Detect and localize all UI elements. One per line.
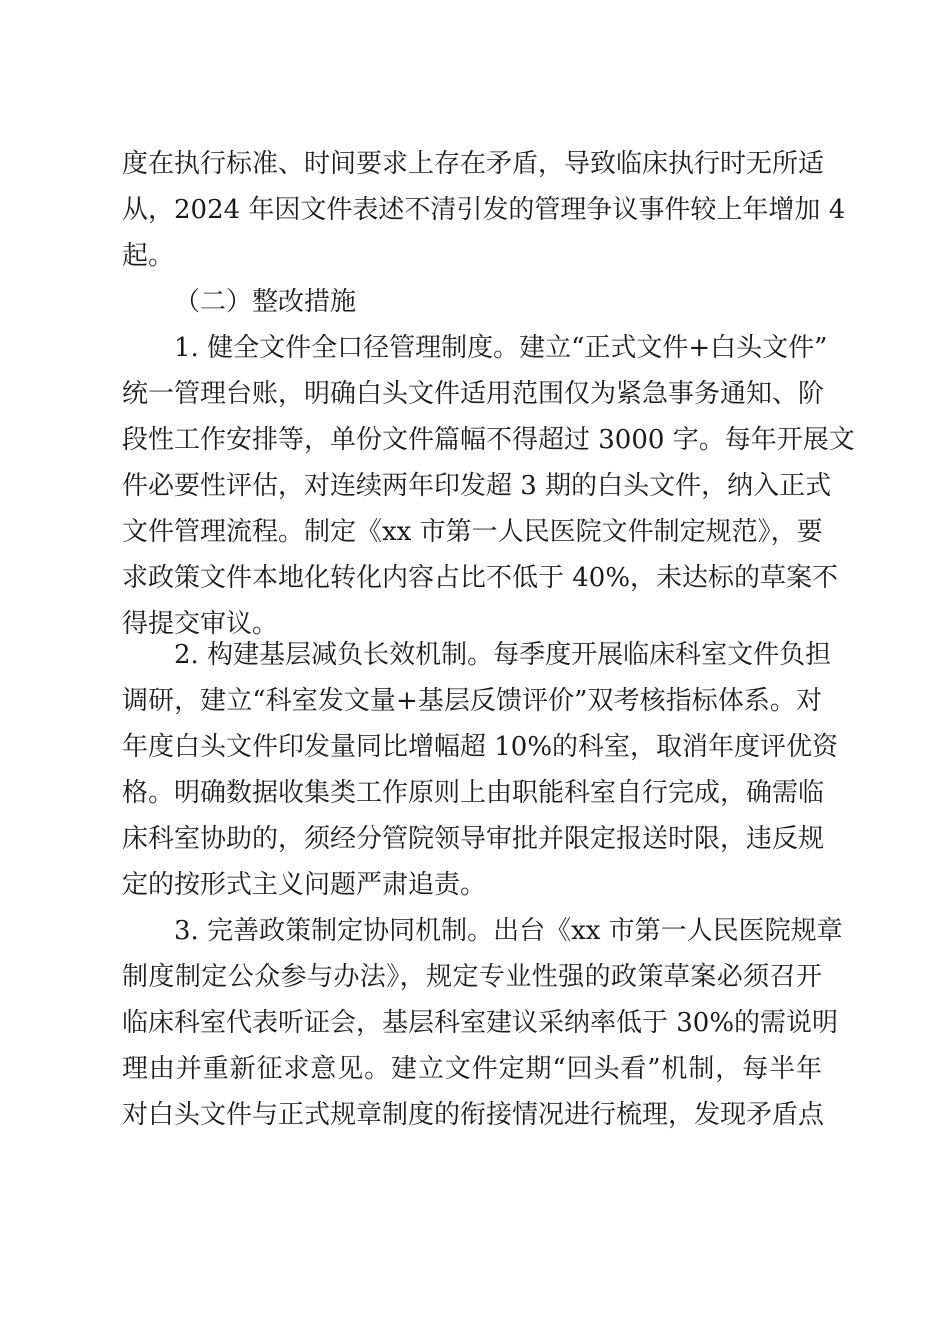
measure1-line-6: 求政策文件本地化转化内容占比不低于 40%，未达标的草案不 xyxy=(122,563,839,593)
measure1-line-2: 统一管理台账，明确白头文件适用范围仅为紧急事务通知、阶 xyxy=(122,379,825,409)
measure2-line-4: 格。明确数据收集类工作原则上由职能科室自行完成，确需临 xyxy=(122,778,825,808)
intro-line-2: 从，2024 年因文件表述不清引发的管理争议事件较上年增加 4 xyxy=(122,195,846,225)
intro-line-1: 度在执行标准、时间要求上存在矛盾，导致临床执行时无所适 xyxy=(122,149,825,179)
measure3-line-4: 理由并重新征求意见。建立文件定期“回头看”机制，每半年 xyxy=(122,1054,822,1084)
measure1-line-1: 1. 健全文件全口径管理制度。建立“正式文件+白头文件” xyxy=(174,333,828,363)
measure2-line-3: 年度白头文件印发量同比增幅超 10%的科室，取消年度评优资 xyxy=(122,732,839,762)
measure1-line-7: 得提交审议。 xyxy=(122,609,279,639)
measure3-line-5: 对白头文件与正式规章制度的衔接情况进行梳理，发现矛盾点 xyxy=(122,1100,825,1130)
measure2-line-6: 定的按形式主义问题严肃追责。 xyxy=(122,870,487,900)
measure3-line-3: 临床科室代表听证会，基层科室建议采纳率低于 30%的需说明 xyxy=(122,1008,839,1038)
measure3-line-2: 制度制定公众参与办法》，规定专业性强的政策草案必须召开 xyxy=(122,962,822,992)
intro-line-3: 起。 xyxy=(122,241,175,271)
section-heading: （二）整改措施 xyxy=(174,287,357,317)
measure2-line-5: 床科室协助的，须经分管院领导审批并限定报送时限，违反规 xyxy=(122,824,825,854)
measure1-line-4: 件必要性评估，对连续两年印发超 3 期的白头文件，纳入正式 xyxy=(122,471,832,501)
measure3-line-1: 3. 完善政策制定协同机制。出台《xx 市第一人民医院规章 xyxy=(174,916,843,946)
measure1-line-3: 段性工作安排等，单份文件篇幅不得超过 3000 字。每年开展文 xyxy=(122,425,855,455)
measure2-line-2: 调研，建立“科室发文量+基层反馈评价”双考核指标体系。对 xyxy=(122,686,822,716)
measure1-line-5: 文件管理流程。制定《xx 市第一人民医院文件制定规范》，要 xyxy=(122,517,823,547)
measure2-line-1: 2. 构建基层减负长效机制。每季度开展临床科室文件负担 xyxy=(174,640,832,670)
